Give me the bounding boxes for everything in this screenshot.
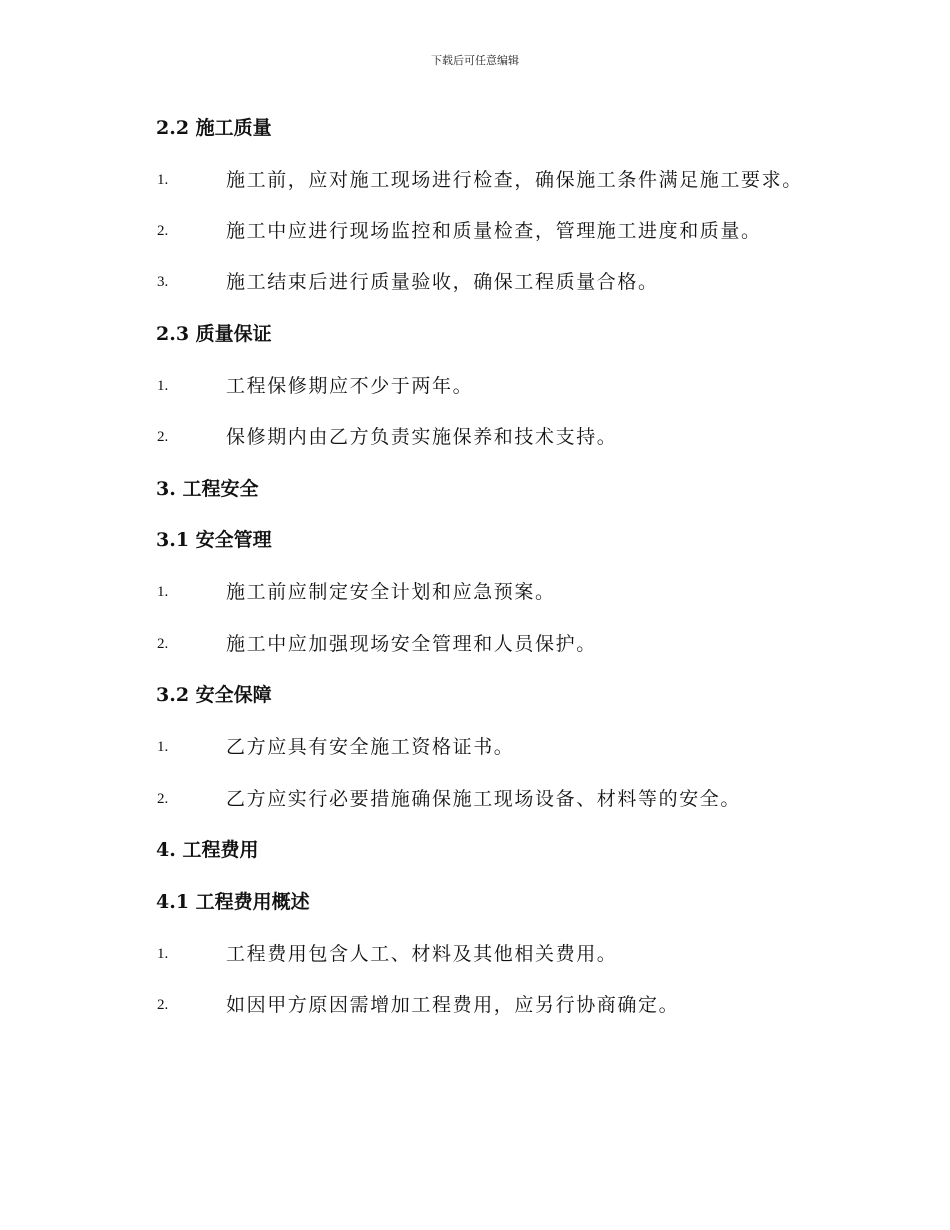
list-item-number: 1. <box>157 172 169 188</box>
list-item <box>0 993 950 1017</box>
list-item <box>0 374 950 398</box>
list-item <box>0 270 950 294</box>
list-item-number: 1. <box>157 378 169 394</box>
list-item-number: 1. <box>157 739 169 755</box>
page-header: 下载后可任意编辑 <box>431 54 519 67</box>
list-item <box>0 942 950 966</box>
list-item <box>0 219 950 243</box>
list-item-text: 施工前，应对施工现场进行检查，确保施工条件满足施工要求。 <box>226 169 803 191</box>
list-item-number: 2. <box>157 997 169 1013</box>
section-heading: 4. 工程费用 <box>156 839 259 861</box>
list-item <box>0 632 950 656</box>
list-item-number: 2. <box>157 429 169 445</box>
list-item <box>0 735 950 759</box>
list-item-number: 1. <box>157 584 169 600</box>
list-item <box>0 425 950 449</box>
list-item-text: 保修期内由乙方负责实施保养和技术支持。 <box>226 426 618 448</box>
list-item-text: 工程费用包含人工、材料及其他相关费用。 <box>226 943 618 965</box>
list-item-number: 2. <box>157 223 169 239</box>
list-item <box>0 787 950 811</box>
list-item-text: 施工中应进行现场监控和质量检查，管理施工进度和质量。 <box>226 220 762 242</box>
list-item-number: 3. <box>157 274 169 290</box>
list-item-text: 乙方应实行必要措施确保施工现场设备、材料等的安全。 <box>226 788 742 810</box>
list-item-text: 乙方应具有安全施工资格证书。 <box>226 736 515 758</box>
section-heading: 2.3 质量保证 <box>156 323 272 345</box>
section-heading: 3.2 安全保障 <box>156 684 272 706</box>
list-item-text: 施工中应加强现场安全管理和人员保护。 <box>226 633 597 655</box>
list-item-text: 施工结束后进行质量验收，确保工程质量合格。 <box>226 271 659 293</box>
list-item-number: 1. <box>157 946 169 962</box>
list-item <box>0 580 950 604</box>
list-item-text: 施工前应制定安全计划和应急预案。 <box>226 581 556 603</box>
section-heading: 3. 工程安全 <box>156 478 259 500</box>
list-item <box>0 168 950 192</box>
section-heading: 3.1 安全管理 <box>156 529 272 551</box>
list-item-number: 2. <box>157 636 169 652</box>
list-item-text: 如因甲方原因需增加工程费用，应另行协商确定。 <box>226 994 680 1016</box>
section-heading: 4.1 工程费用概述 <box>156 891 310 913</box>
list-item-number: 2. <box>157 791 169 807</box>
list-item-text: 工程保修期应不少于两年。 <box>226 375 474 397</box>
section-heading: 2.2 施工质量 <box>156 117 272 139</box>
